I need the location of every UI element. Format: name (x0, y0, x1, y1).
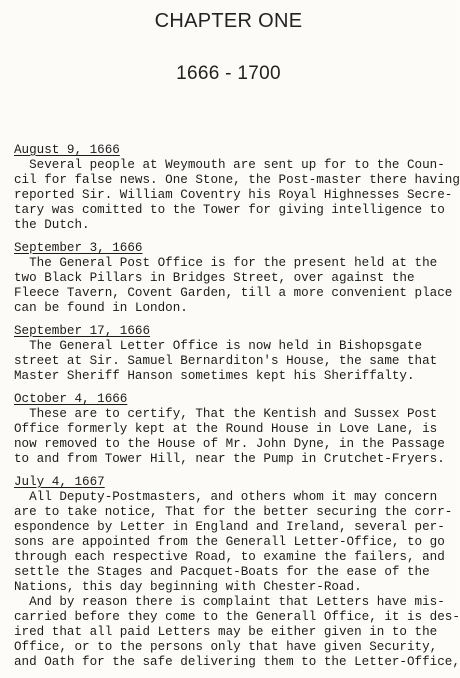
entry-line: Office formerly kept at the Round House in Love Lane, is (14, 422, 438, 436)
entry-line: Several people at Weymouth are sent up for to the Coun- (14, 158, 445, 172)
entry-line: Office, or to the persons only that have given Security, (14, 640, 438, 654)
entry-september-3-1666 (14, 241, 453, 316)
entry-line: sons are appointed from the Generall Letter-Office, to go (14, 535, 445, 549)
entry-line: These are to certify, That the Kentish and Sussex Post (14, 407, 438, 421)
chapter-title: CHAPTER ONE (154, 10, 303, 32)
chapter-years: 1666 - 1700 (176, 63, 281, 84)
entry-line: settle the Stages and Pacquet-Boats for the ease of the (14, 565, 430, 579)
entry-line: reported Sir. William Coventry his Royal Highnesses Secre- (14, 188, 453, 202)
entry-line: and Oath for the safe delivering them to the Letter-Office, (14, 655, 460, 669)
entry-line: two Black Pillars in Bridges Street, over against the (14, 271, 415, 285)
entry-line: And by reason there is complaint that Letters have mis- (14, 595, 445, 609)
entry-line: All Deputy-Postmasters, and others whom it may concern (14, 490, 438, 504)
entry-september-17-1666 (14, 324, 450, 384)
entry-line: The General Letter Office is now held in Bishopsgate (14, 339, 423, 353)
entry-line: are to take notice, That for the better securing the corr- (14, 505, 453, 519)
entry-line: espondence by Letter in England and Ireland, several per- (14, 520, 445, 534)
entry-line: to and from Tower Hill, near the Pump in Crutchet-Fryers. (14, 452, 445, 466)
chapter-body (14, 143, 460, 678)
entry-date: July 4, 1667 (14, 475, 105, 489)
entry-line: now removed to the House of Mr. John Dyne, in the Passage (14, 437, 445, 451)
entry-date: October 4, 1666 (14, 392, 128, 406)
entry-august-9-1666 (14, 143, 460, 233)
entry-date: September 3, 1666 (14, 241, 143, 255)
entry-date: September 17, 1666 (14, 324, 151, 338)
entry-line: the Dutch. (14, 218, 90, 232)
entry-line: The General Post Office is for the present held at the (14, 256, 438, 270)
entry-line: Nations, this day beginning with Chester-Road. (14, 580, 362, 594)
entry-line: through each respective Road, to examine the failers, and (14, 550, 445, 564)
entry-line: carried before they come to the Generall Office, it is des- (14, 610, 460, 624)
entry-line: cil for false news. One Stone, the Post-master there having (14, 173, 460, 187)
entry-line: ired that all paid Letters may be either given in to the (14, 625, 438, 639)
entry-line: Master Sheriff Hanson sometimes kept his Sheriffalty. (14, 369, 415, 383)
entry-october-4-1666 (14, 392, 450, 467)
entry-date: August 9, 1666 (14, 143, 120, 157)
entry-line: street at Sir. Samuel Bernarditon's House, the same that (14, 354, 438, 368)
entry-line: tary was comitted to the Tower for giving intelligence to (14, 203, 445, 217)
entry-july-4-1667 (14, 475, 460, 670)
entry-line: can be found in London. (14, 301, 188, 315)
entry-line: Fleece Tavern, Covent Garden, till a more convenient place (14, 286, 453, 300)
